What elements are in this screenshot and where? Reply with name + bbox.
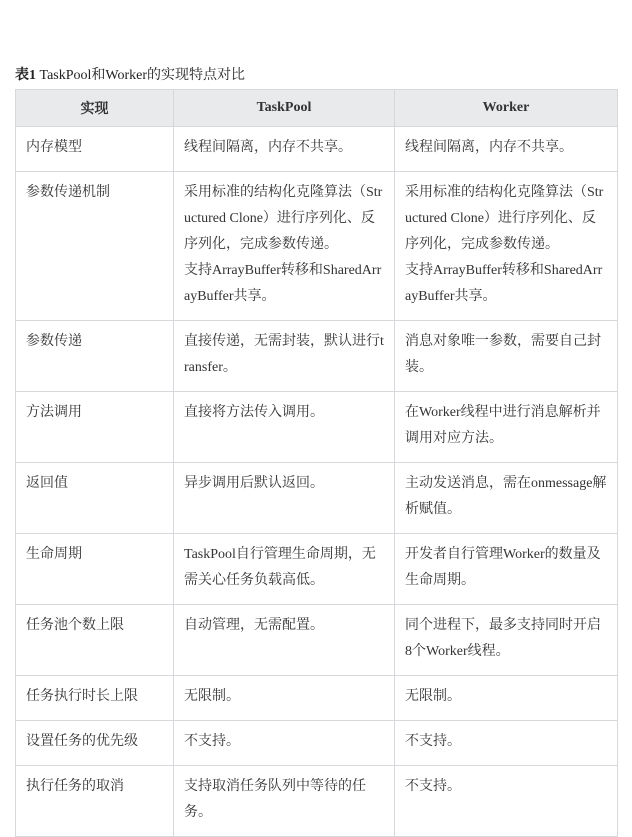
cell-worker: [395, 321, 618, 392]
cell-taskpool-paragraph: 直接传递，无需封装，默认进行transfer。: [184, 334, 384, 375]
cell-worker-paragraph: 同个进程下，最多支持同时开启8个Worker线程。: [405, 618, 601, 659]
cell-worker-paragraph: 开发者自行管理Worker的数量及生命周期。: [405, 547, 601, 588]
cell-feature: 返回值: [16, 463, 174, 534]
header-worker: Worker: [395, 90, 618, 127]
cell-feature: 执行任务的取消: [16, 766, 174, 837]
cell-worker-paragraph: 无限制。: [405, 689, 461, 704]
table-row: [16, 463, 618, 534]
cell-taskpool-paragraph: 采用标准的结构化克隆算法（Structured Clone）进行序列化、反序列化，完成参数传递。: [184, 185, 383, 252]
cell-feature: 设置任务的优先级: [16, 721, 174, 766]
table-row: [16, 766, 618, 837]
cell-worker: [395, 605, 618, 676]
cell-taskpool: [174, 463, 395, 534]
cell-feature: 参数传递: [16, 321, 174, 392]
cell-worker: [395, 392, 618, 463]
cell-taskpool: [174, 392, 395, 463]
table-caption-text: TaskPool和Worker的实现特点对比: [36, 68, 246, 83]
cell-taskpool: [174, 721, 395, 766]
cell-feature: 参数传递机制: [16, 172, 174, 321]
cell-taskpool-paragraph: 不支持。: [184, 734, 240, 749]
table-caption-label: 表1: [15, 68, 36, 83]
cell-taskpool: [174, 127, 395, 172]
cell-worker-paragraph: 在Worker线程中进行消息解析并调用对应方法。: [405, 405, 601, 446]
table-row: [16, 321, 618, 392]
cell-feature: 方法调用: [16, 392, 174, 463]
cell-taskpool-paragraph: 支持取消任务队列中等待的任务。: [184, 779, 366, 820]
cell-taskpool-paragraph: 直接将方法传入调用。: [184, 405, 324, 420]
cell-worker: [395, 463, 618, 534]
cell-taskpool-paragraph: 支持ArrayBuffer转移和SharedArrayBuffer共享。: [184, 263, 382, 304]
cell-worker: [395, 172, 618, 321]
cell-worker-paragraph: 线程间隔离，内存不共享。: [405, 140, 573, 155]
cell-taskpool-paragraph: 自动管理，无需配置。: [184, 618, 324, 633]
table-row: [16, 172, 618, 321]
cell-feature: 生命周期: [16, 534, 174, 605]
cell-worker: [395, 127, 618, 172]
cell-taskpool-paragraph: 无限制。: [184, 689, 240, 704]
cell-feature: 任务执行时长上限: [16, 676, 174, 721]
cell-worker: [395, 766, 618, 837]
cell-worker-paragraph: 采用标准的结构化克隆算法（Structured Clone）进行序列化、反序列化，完成参数传递。: [405, 185, 604, 252]
table-row: [16, 676, 618, 721]
table-caption: [15, 67, 245, 85]
cell-taskpool-paragraph: TaskPool自行管理生命周期，无需关心任务负载高低。: [184, 547, 376, 588]
cell-taskpool-paragraph: 线程间隔离，内存不共享。: [184, 140, 352, 155]
table-body: [16, 127, 618, 837]
cell-taskpool: [174, 766, 395, 837]
cell-taskpool: [174, 172, 395, 321]
table-row: [16, 392, 618, 463]
cell-taskpool: [174, 321, 395, 392]
table-row: [16, 127, 618, 172]
cell-taskpool: [174, 676, 395, 721]
cell-taskpool: [174, 605, 395, 676]
cell-taskpool-paragraph: 异步调用后默认返回。: [184, 476, 324, 491]
cell-worker-paragraph: 支持ArrayBuffer转移和SharedArrayBuffer共享。: [405, 263, 603, 304]
cell-worker-paragraph: 消息对象唯一参数，需要自己封装。: [405, 334, 601, 375]
cell-worker: [395, 534, 618, 605]
cell-worker-paragraph: 不支持。: [405, 734, 461, 749]
header-taskpool: TaskPool: [174, 90, 395, 127]
table-row: [16, 534, 618, 605]
cell-worker: [395, 721, 618, 766]
cell-feature: 内存模型: [16, 127, 174, 172]
table-header-row: [16, 90, 618, 127]
cell-feature: 任务池个数上限: [16, 605, 174, 676]
header-feature: 实现: [16, 90, 174, 127]
table-row: [16, 721, 618, 766]
comparison-table: [15, 89, 618, 837]
cell-worker-paragraph: 主动发送消息，需在onmessage解析赋值。: [405, 476, 607, 517]
cell-worker-paragraph: 不支持。: [405, 779, 461, 794]
cell-worker: [395, 676, 618, 721]
cell-taskpool: [174, 534, 395, 605]
table-row: [16, 605, 618, 676]
